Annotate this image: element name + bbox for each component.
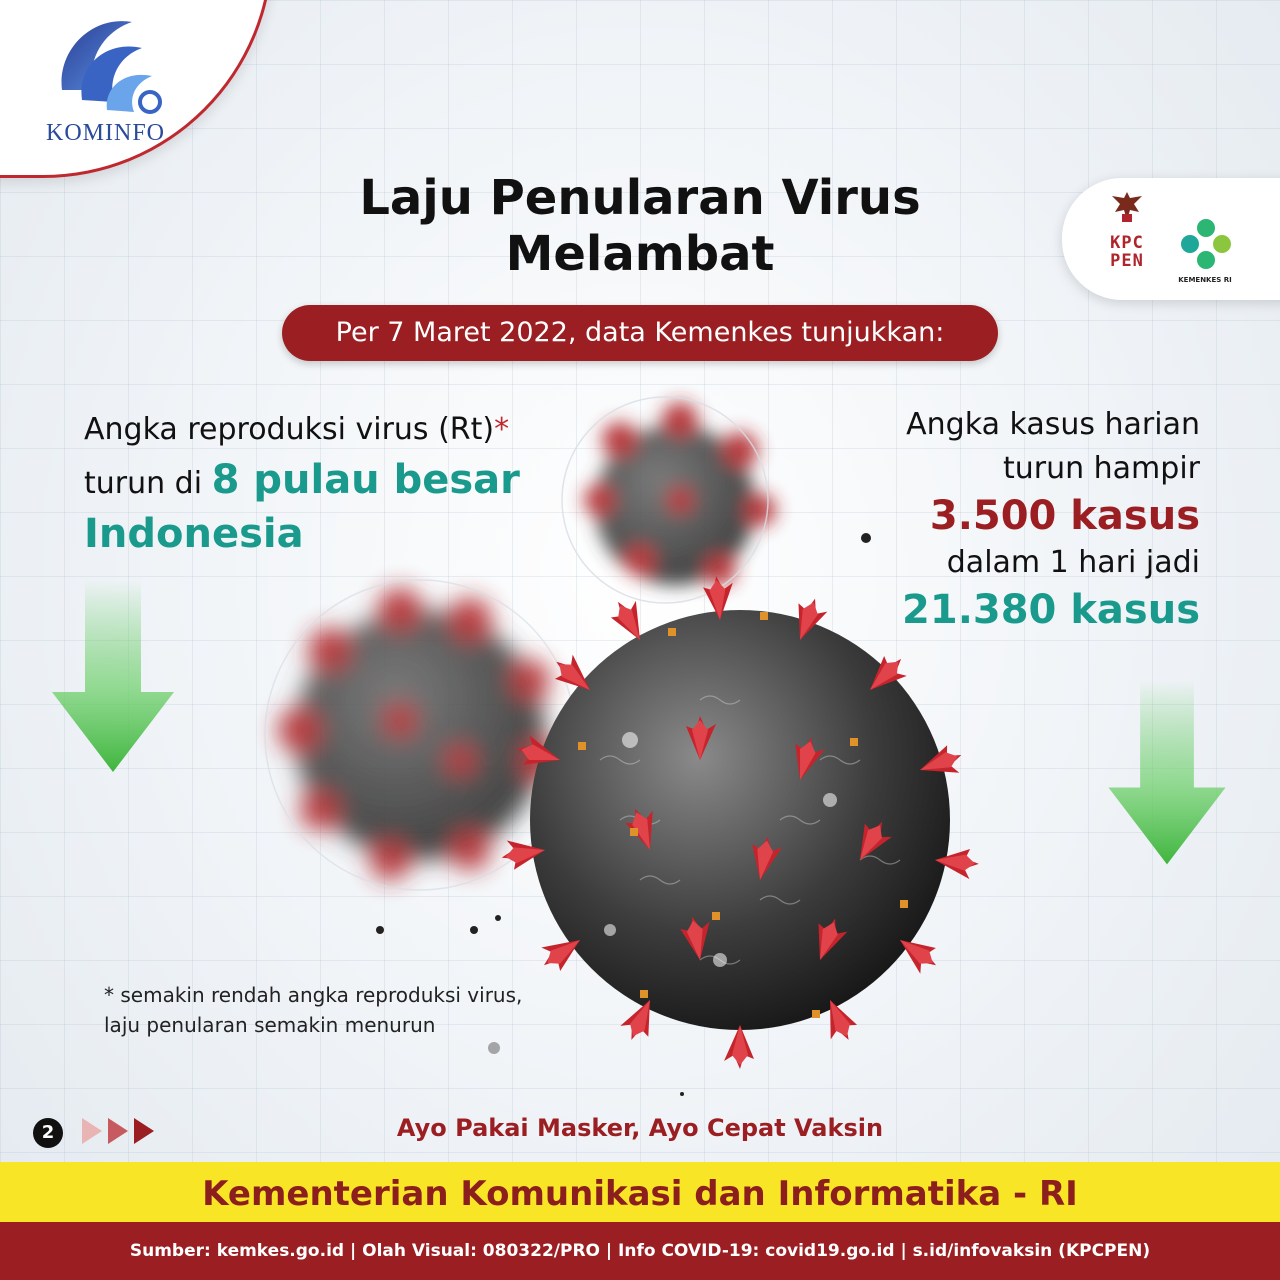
page-number-badge: 2 — [33, 1118, 63, 1148]
left-statistic — [84, 405, 554, 559]
slogan-text: Ayo Pakai Masker, Ayo Cepat Vaksin — [396, 1114, 884, 1142]
kominfo-wordmark: KOMINFO — [46, 120, 166, 146]
footnote — [104, 980, 564, 1040]
left-stat-line-2 — [84, 455, 554, 509]
right-statistic — [760, 403, 1200, 635]
left-stat-line-1 — [84, 405, 554, 455]
right-stat-line-3: dalam 1 hari jadi — [946, 545, 1200, 580]
kemenkes-logo-text: KEMENKES RI — [1178, 276, 1232, 284]
source-text: Sumber: kemkes.go.id | Olah Visual: 080322/PRO | Info COVID-19: covid19.go.id | s.id/infovaksin (KPCPEN) — [129, 1241, 1151, 1261]
down-arrow-icon — [1106, 680, 1228, 872]
left-stat-label: Angka reproduksi virus (Rt) — [84, 412, 495, 447]
subtitle-text: Per 7 Maret 2022, data Kemenkes tunjukkan: — [335, 317, 945, 348]
right-stat-highlight-1: 3.500 kasus — [929, 493, 1200, 539]
footnote-line-1: * semakin rendah angka reproduksi virus, — [104, 983, 523, 1007]
title-line-1: Laju Penularan Virus — [359, 170, 921, 226]
ministry-name: Kementerian Komunikasi dan Informatika - RI — [202, 1174, 1078, 1214]
right-stat-line-2: turun hampir — [1002, 451, 1200, 486]
footnote-line-2: laju penularan semakin menurun — [104, 1013, 436, 1037]
asterisk-mark: * — [494, 412, 510, 447]
left-stat-highlight-2: Indonesia — [84, 511, 304, 557]
chevron-right-icon — [80, 1116, 158, 1146]
right-stat-highlight-2: 21.380 kasus — [902, 587, 1200, 633]
kpcpen-logo-text: KPC PEN — [1110, 233, 1144, 271]
left-stat-prefix: turun di — [84, 466, 203, 501]
right-stat-line-1: Angka kasus harian — [906, 407, 1200, 442]
title-line-2: Melambat — [505, 226, 775, 282]
down-arrow-icon — [52, 580, 174, 780]
left-stat-highlight-1: 8 pulau besar — [211, 457, 520, 503]
